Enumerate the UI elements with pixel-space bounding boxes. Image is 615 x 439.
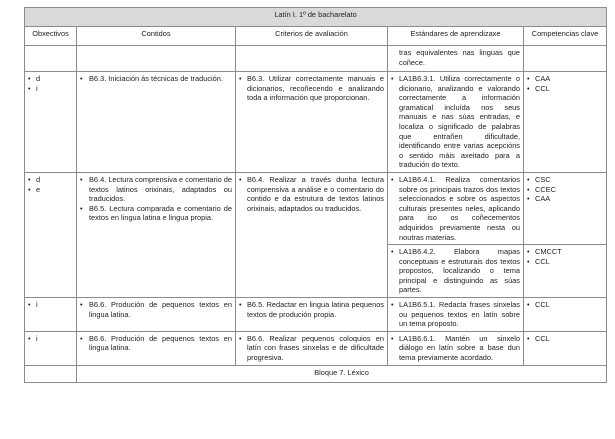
objectives-cell: [25, 298, 77, 332]
competence-item: • CCL: [527, 257, 603, 267]
standards-cell: [388, 172, 524, 244]
block-empty-cell: [25, 365, 77, 382]
contents-cell: [77, 331, 236, 365]
standards-cell: [388, 46, 524, 72]
standard-item: • LA1B6.5.1. Redacta frases sinxelas ou pequenos textos en latín sobre un tema proposto.: [391, 300, 520, 329]
criteria-cell: [236, 298, 388, 332]
competences-cell: [524, 46, 607, 72]
standard-item: • LA1B6.3.1. Utiliza correctamente o dicionario, analizando e valorando correctamente a información gramatical incluída nos seus manuais e nas súas entradas, e localiza o significado de palabras que entrañen dificultade, identificando entre varias acepcións o sentido máis axeitado para a tradución do texto.: [391, 74, 520, 170]
table-header-row: [25, 27, 607, 46]
header-competences: Competencias clave: [524, 27, 607, 46]
competence-item: • CCL: [527, 300, 603, 310]
content-item: • B6.6. Produción de pequenos textos en lingua latina.: [80, 334, 232, 353]
competence-item: • CCEC: [527, 185, 603, 195]
objectives-cell: [25, 46, 77, 72]
standard-item: • LA1B6.4.2. Elabora mapas conceptuais e estruturais dos textos propostos, localizando o tema principal e distinguindo as súas partes.: [391, 247, 520, 295]
header-objectives: Obxectivos: [25, 27, 77, 46]
contents-cell: [77, 72, 236, 173]
content-item: • B6.5. Lectura comparada e comentario de textos en lingua latina e lingua propia.: [80, 204, 232, 223]
table-row: [25, 298, 607, 332]
content-item: • B6.4. Lectura comprensiva e comentario de textos latinos orixinais, adaptados ou traducidos.: [80, 175, 232, 204]
competences-cell: [524, 298, 607, 332]
competence-item: • CAA: [527, 194, 603, 204]
standard-item: • LA1B6.6.1. Mantén un sinxelo diálogo en latín sobre a base dun tema previamente acordado.: [391, 334, 520, 363]
contents-cell: [77, 298, 236, 332]
header-contents: Contidos: [77, 27, 236, 46]
objective-item: • e: [28, 185, 73, 195]
competences-cell: [524, 331, 607, 365]
competence-item: • CMCCT: [527, 247, 603, 257]
contents-cell: [77, 172, 236, 297]
standards-cell: [388, 298, 524, 332]
table-row: [25, 46, 607, 72]
objective-item: • i: [28, 84, 73, 94]
objective-item: • d: [28, 74, 73, 84]
curriculum-table: [24, 7, 607, 383]
header-standards: Estándares de aprendizaxe: [388, 27, 524, 46]
objective-item: • i: [28, 300, 73, 310]
header-criteria: Criterios de avaliación: [236, 27, 388, 46]
competence-item: • CSC: [527, 175, 603, 185]
objective-item: • i: [28, 334, 73, 344]
table-title-row: [25, 8, 607, 27]
block-row: [25, 365, 607, 382]
objectives-cell: [25, 72, 77, 173]
content-item: • B6.6. Produción de pequenos textos en lingua latina.: [80, 300, 232, 319]
objectives-cell: [25, 331, 77, 365]
content-item: • B6.3. Iniciación ás técnicas de tradución.: [80, 74, 232, 84]
objective-item: • d: [28, 175, 73, 185]
criteria-cell: [236, 331, 388, 365]
standards-cell: [388, 72, 524, 173]
block-title: Bloque 7. Léxico: [77, 365, 607, 382]
table-row: [25, 72, 607, 173]
table-row: [25, 331, 607, 365]
standards-cell: [388, 331, 524, 365]
competence-item: • CCL: [527, 334, 603, 344]
standards-cell: [388, 245, 524, 298]
competences-cell: [524, 245, 607, 298]
criteria-cell: [236, 172, 388, 297]
criteria-cell: [236, 72, 388, 173]
criterion-item: • B6.3. Utilizar correctamente manuais e dicionarios, recoñecendo e analizando toda a información que proporcionan.: [239, 74, 384, 103]
contents-cell: [77, 46, 236, 72]
criteria-cell: [236, 46, 388, 72]
criterion-item: • B6.5. Redactar en lingua latina pequenos textos de produción propia.: [239, 300, 384, 319]
table-title: Latín I. 1º de bacharelato: [25, 8, 607, 27]
competence-item: • CAA: [527, 74, 603, 84]
competence-item: • CCL: [527, 84, 603, 94]
competences-cell: [524, 72, 607, 173]
criterion-item: • B6.6. Realizar pequenos coloquios en latín con frases sinxelas e de dificultade progresiva.: [239, 334, 384, 363]
criterion-item: • B6.4. Realizar a través dunha lectura comprensiva a análise e o comentario do contido e da estrutura de textos latinos orixinais, adaptados ou traducidos.: [239, 175, 384, 213]
standard-text: tras equivalentes nas linguas que coñece.: [399, 48, 520, 67]
table-row: [25, 172, 607, 244]
competences-cell: [524, 172, 607, 244]
standard-item: • LA1B6.4.1. Realiza comentarios sobre os principais trazos dos textos seleccionados e sobre os aspectos culturais presentes neles, aplicando para iso os coñecementos adquiridos previamente nesta ou noutras materias.: [391, 175, 520, 242]
objectives-cell: [25, 172, 77, 297]
